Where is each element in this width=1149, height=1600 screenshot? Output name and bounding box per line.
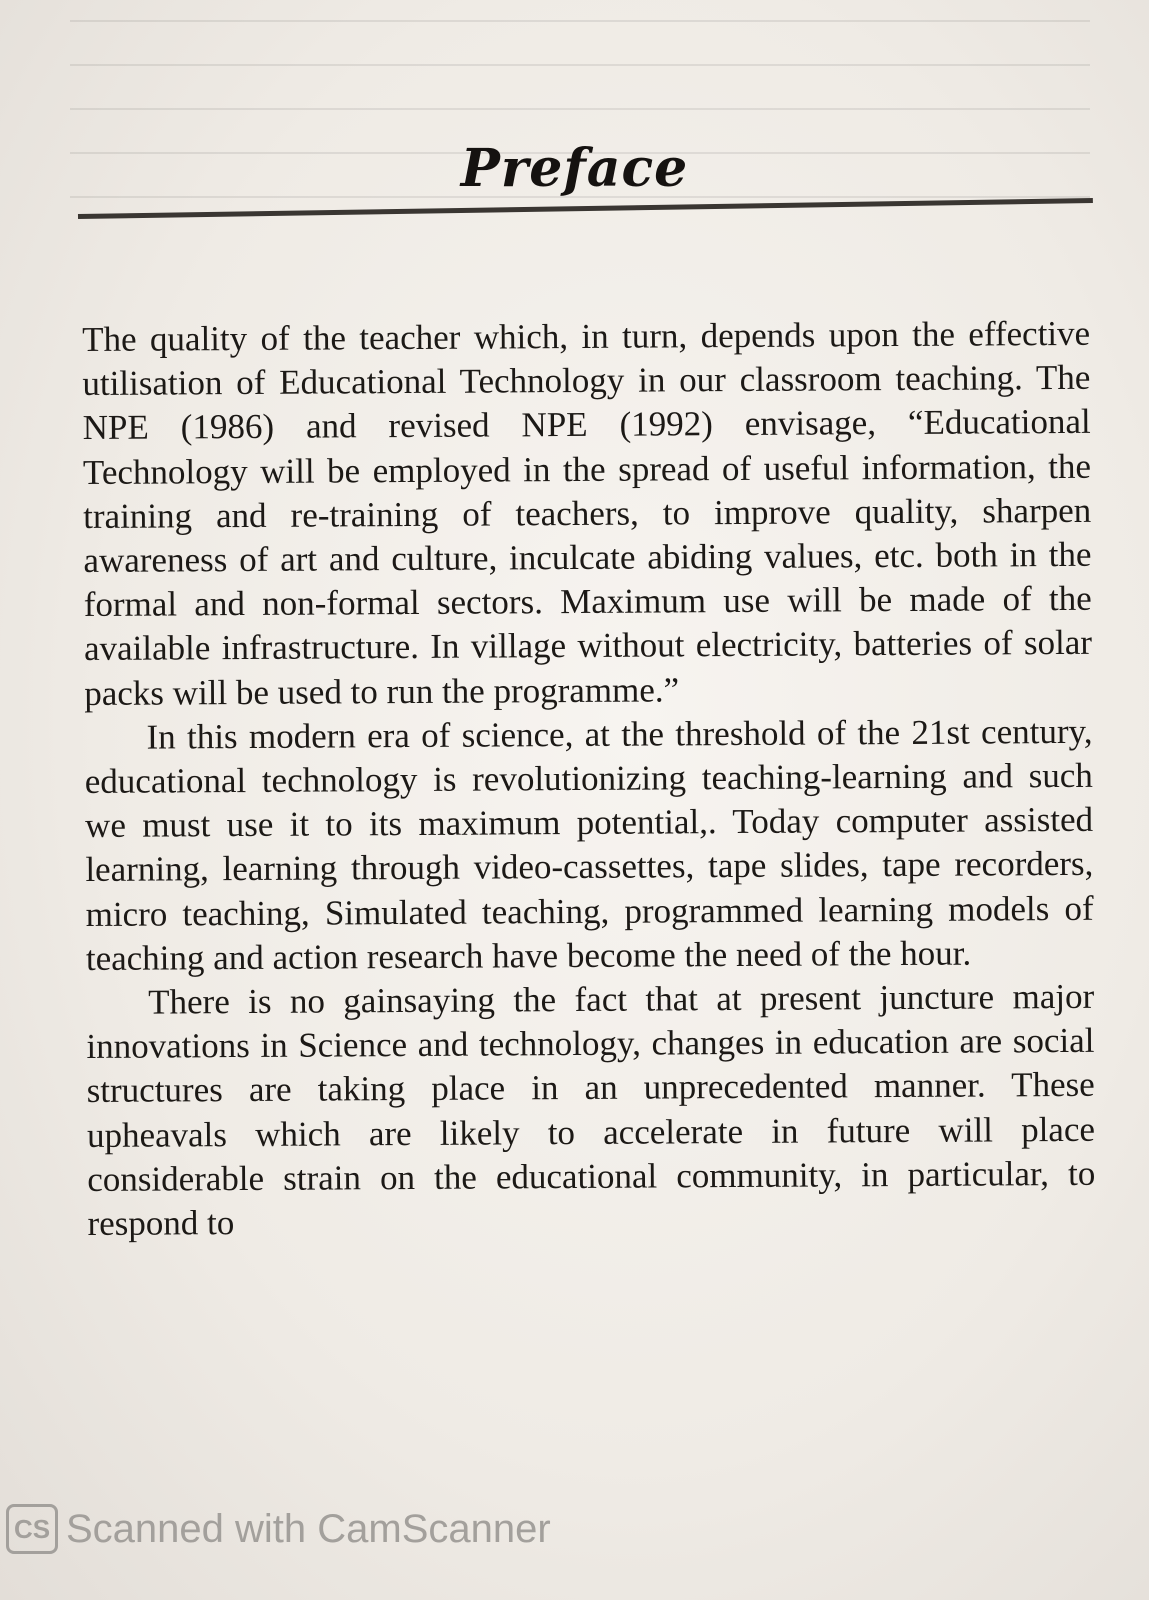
paragraph-3: There is no gainsaying the fact that at present juncture major innovations in Science and technology, changes in education are social structures are taking place in an unprecedented manner. These upheavals which are likely to accelerate in future will place considerable strain on the educational community, in particular, to respond to [86,976,1096,1244]
paragraph-1: The quality of the teacher which, in turn, depends upon the effective utilisation of Educational Technology in our classroom teaching. The NPE (1986) and revised NPE (1992) envisage, “Educational Technology will be employed in the spread of useful information, the training and re-training of teachers, to improve quality, sharpen awareness of art and culture, inculcate abiding values, etc. both in the formal and non-formal sectors. Maximum use will be made of the available infrastructure. In village without electricity, batteries of solar packs will be used to run the programme.” [82,313,1093,713]
page-title: Preface [460,138,689,199]
paragraph-2: In this modern era of science, at the threshold of the 21st century, educational technology is revolutionizing teaching-learning and such we must use it to its maximum potential,. Today computer assisted learning, learning through video-cassettes, tape slides, tape recorders, micro teaching, Simulated teaching, programmed learning models of teaching and action research have become the need of the hour. [84,711,1094,978]
camscanner-logo-icon: CS [6,1504,58,1554]
body-text [82,312,1096,1246]
title-rule [78,198,1093,219]
camscanner-watermark [6,1504,551,1554]
watermark-text: Scanned with CamScanner [66,1506,551,1551]
